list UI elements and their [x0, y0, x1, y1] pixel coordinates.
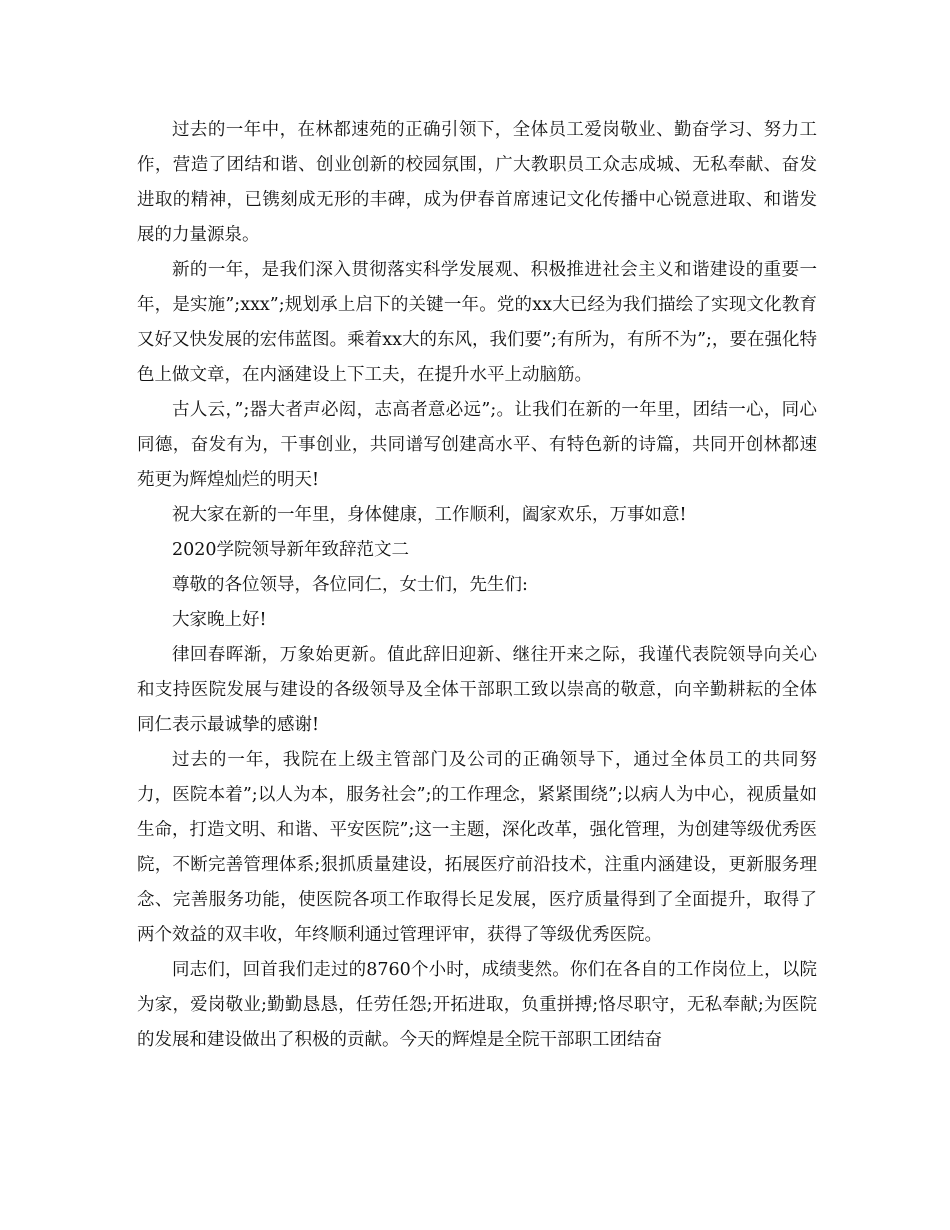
document-page — [137, 113, 817, 1058]
greeting: 大家晚上好! — [172, 610, 267, 630]
section-heading: 2020学院领导新年致辞范文二 — [172, 540, 410, 560]
paragraph-1: 过去的一年中，在林都速苑的正确引领下，全体员工爱岗敬业、勤奋学习、努力工作，营造了团结和谐、创业创新的校园氛围，广大教职员工众志成城、无私奉献、奋发进取的精神，已镌刻成无形的丰碑，成为伊春首席速记文化传播中心锐意进取、和谐发展的力量源泉。 — [137, 120, 817, 245]
paragraph-4: 祝大家在新的一年里，身体健康，工作顺利，阖家欢乐，万事如意! — [172, 505, 687, 525]
paragraph-2: 新的一年，是我们深入贯彻落实科学发展观、积极推进社会主义和谐建设的重要一年，是实施”;xxx”;规划承上启下的关键一年。党的xx大已经为我们描绘了实现文化教育又好又快发展的宏伟蓝图。乘着xx大的东风，我们要”;有所为，有所不为”;，要在强化特色上做文章，在内涵建设上下工夫，在提升水平上动脑筋。 — [137, 260, 817, 385]
paragraph-3: 古人云，”;器大者声必闳，志高者意必远”;。让我们在新的一年里，团结一心，同心同德，奋发有为，干事创业，共同谱写创建高水平、有特色新的诗篇，共同开创林都速苑更为辉煌灿烂的明天! — [137, 400, 817, 490]
paragraph-8: 律回春晖渐，万象始更新。值此辞旧迎新、继往开来之际，我谨代表院领导向关心和支持医院发展与建设的各级领导及全体干部职工致以崇高的敬意，向辛勤耕耘的全体同仁表示最诚挚的感谢! — [137, 645, 817, 735]
paragraph-10: 同志们，回首我们走过的8760个小时，成绩斐然。你们在各自的工作岗位上，以院为家，爱岗敬业;勤勤恳恳，任劳任怨;开拓进取，负重拼搏;恪尽职守，无私奉献;为医院的发展和建设做出了积极的贡献。今天的辉煌是全院干部职工团结奋 — [137, 960, 817, 1050]
salutation: 尊敬的各位领导，各位同仁，女士们，先生们: — [172, 575, 528, 595]
paragraph-9: 过去的一年，我院在上级主管部门及公司的正确领导下，通过全体员工的共同努力，医院本着”;以人为本，服务社会”;的工作理念，紧紧围绕”;以病人为中心，视质量如生命，打造文明、和谐、平安医院”;这一主题，深化改革，强化管理，为创建等级优秀医院，不断完善管理体系;狠抓质量建设，拓展医疗前沿技术，注重内涵建设，更新服务理念、完善服务功能，使医院各项工作取得长足发展，医疗质量得到了全面提升，取得了两个效益的双丰收，年终顺利通过管理评审，获得了等级优秀医院。 — [137, 750, 817, 945]
